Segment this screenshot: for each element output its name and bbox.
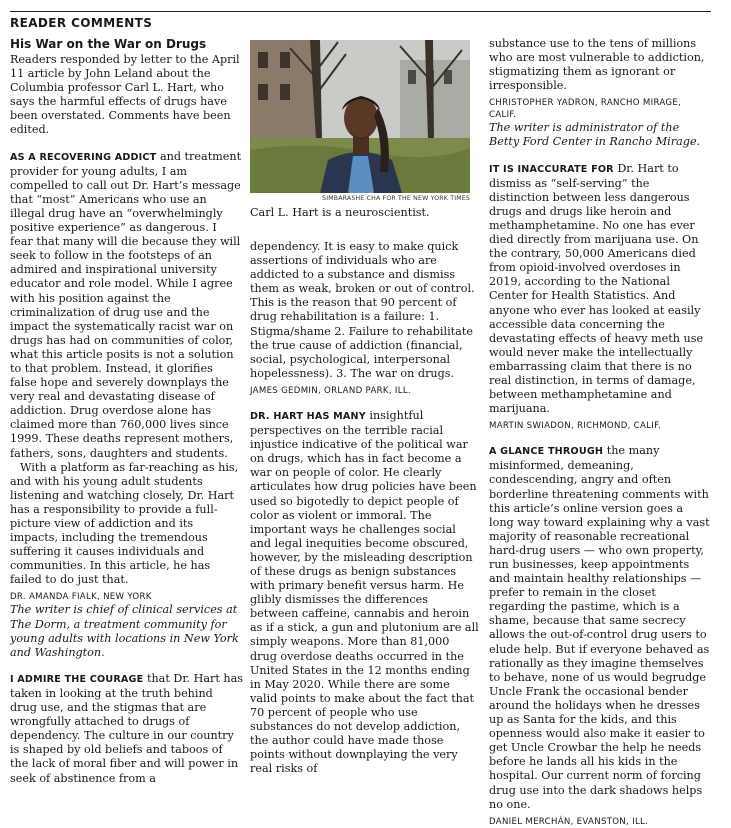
letter-5-body	[489, 444, 711, 811]
letter-3-body	[250, 409, 479, 776]
letter-1-signature: DR. AMANDA FIALK, NEW YORK	[10, 592, 152, 603]
letter-2-signature: JAMES GEDMIN, ORLAND PARK, ILL.	[250, 385, 411, 396]
letter-3-text: insightful perspectives on the terrible racial injustice indicative of the political war on drugs, which has in fact become a war on people of color. He clearly articulates how drug policies have been used so bigotedly to depict people of color as violent or immoral. The important ways he challenges social and legal inequities become obscured, however, by the misleading description of these drugs as benign substances with primary benefit versus harm. He glibly dismisses the differences between caffeine, cannabis and heroin as if a stick, a gun and plutonium are all simply weapons. More than 81,000 drug overdose deaths occurred in the United States in the 12 months ending in May 2020. While there are some valid points to make about the fact that 70 percent of people who use substances do not develop addiction, the author could have made those points without downplaying the very real risks of	[250, 408, 479, 776]
letter-5-signature: DANIEL MERCHÁN, EVANSTON, ILL.	[489, 816, 649, 827]
letter-4-lead: IT IS INACCURATE FOR	[489, 163, 614, 175]
letter-1-paragraph-2: With a platform as far-reaching as his, and with his young adult students listening and watching closely, Dr. Hart has a responsibility to provide a full-picture view of addiction and its impacts, including the tremendous suffering it causes individuals and communities. In this article, he has failed to do just that.	[10, 460, 239, 587]
section-title: READER COMMENTS	[10, 16, 153, 30]
letter-4-body	[489, 162, 711, 417]
letter-2-lead: I ADMIRE THE COURAGE	[10, 673, 144, 685]
letter-4-signature: MARTIN SWIADON, RICHMOND, CALIF.	[489, 421, 661, 432]
photo-caption: Carl L. Hart is a neuroscientist.	[250, 206, 430, 219]
portrait-photo-illustration	[250, 40, 470, 193]
top-rule	[10, 11, 711, 12]
column-1	[10, 37, 243, 786]
letter-3-signature: CHRISTOPHER YADRON, RANCHO MIRAGE, CALIF.	[489, 98, 682, 121]
letter-5-text: the many misinformed, demeaning, condescending, angry and often borderline threatening comments with this article’s online version goes a long way toward explaining why a vast majority of reasonable recreational hard-drug users — who own property, run businesses, keep appointments and maintain healthy relationships — prefer to remain in the closet regarding the pastime, which is a shame, because that same secrecy allows the out-of-control drug users to elude help. But if everyone behaved as rationally as they imagine themselves to behave, none of us would begrudge Uncle Frank the occasional bender around the holidays when he dresses up as Santa for the kids, and this openness would also make it easier to get Uncle Crowbar the help he needs before he lands all his kids in the hospital. Our current norm of forcing drug use into the dark shadows helps no one.	[489, 444, 710, 811]
article-headline: His War on the War on Drugs	[10, 37, 207, 51]
letter-3-writer-note: The writer is administrator of the Betty Ford Center in Rancho Mirage.	[489, 121, 701, 149]
portrait-photo	[250, 40, 470, 193]
photo-credit: SIMBARASHE CHA FOR THE NEW YORK TIMES	[322, 195, 470, 202]
column-2	[250, 240, 479, 776]
letter-2-continued: dependency. It is easy to make quick assertions of individuals who are addicted to a substance and dismiss them as weak, broken or out of control. This is the reason that 90 percent of drug rehabilitation is a failure: 1. Stigma/shame 2. Failure to rehabilitate the true cause of addiction (financial, social, psychological, interpersonal hopelessness). 3. The war on drugs.	[250, 240, 475, 380]
letter-3-lead: DR. HART HAS MANY	[250, 410, 366, 422]
letter-1-body	[10, 150, 243, 461]
letter-3-continued: substance use to the tens of millions who are most vulnerable to addiction, stigmatizing them as ignorant or irresponsible.	[489, 37, 705, 93]
column-3	[489, 37, 711, 828]
letter-1-text: and treatment provider for young adults, I am compelled to call out Dr. Hart’s message that “most” Americans who use an illegal drug have an “overwhelmingly positive experience” as dangerous. I fear that many will die because they will seek to follow in the footsteps of an admired and inspirational university educator and role model. While I agree with his position against the criminalization of drug use and the impact the systematically racist war on drugs has had on communities of color, what this article posits is not a solution to that problem. Instead, it glorifies false hope and severely downplays the very real and devastating disease of addiction. Drug overdose alone has claimed more than 760,000 lives since 1999. These deaths represent mothers, fathers, sons, daughters and students.	[10, 149, 242, 460]
letter-5-lead: A GLANCE THROUGH	[489, 446, 604, 458]
letter-1-lead: AS A RECOVERING ADDICT	[10, 151, 157, 163]
letter-2-body	[10, 672, 243, 786]
article-intro: Readers responded by letter to the April 11 article by John Leland about the Columbia professor Carl L. Hart, who says the harmful effects of drugs have been overstated. Comments have been edited.	[10, 53, 240, 137]
letter-4-text: Dr. Hart to dismiss as “self-serving” the distinction between less dangerous drugs and drugs like heroin and methamphetamine. No one has ever died directly from marijuana use. On the contrary, 50,000 Americans died from opioid-involved overdoses in 2019, according to the National Center for Health Statistics. And anyone who ever has looked at easily accessible data concerning the devastating effects of heavy meth use would never make the intellectually embarrassing claim that there is no real distinction, in terms of damage, between methamphetamine and marijuana.	[489, 161, 704, 416]
letter-1-writer-note: The writer is chief of clinical services at The Dorm, a treatment community for young adults with locations in New York and Washington.	[10, 603, 239, 659]
letter-2-text: that Dr. Hart has taken in looking at the truth behind drug use, and the stigmas that are wrongfully attached to drugs of dependency. The culture in our country is shaped by old beliefs and taboos of the lack of moral fiber and will power in seek of abstinence from a	[10, 671, 244, 785]
